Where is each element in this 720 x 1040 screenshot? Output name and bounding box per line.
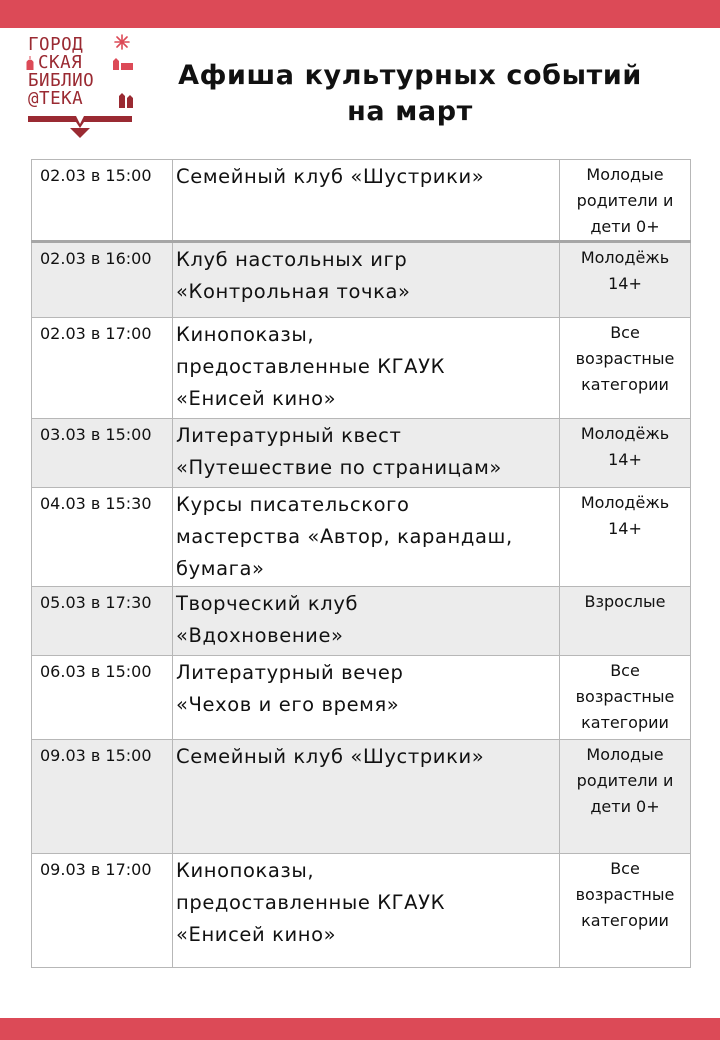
event-name-line: предоставленные КГАУК	[176, 355, 446, 378]
audience-line: Молодёжь	[580, 493, 670, 512]
event-name-line: бумага»	[176, 557, 265, 580]
event-datetime: 09.03 в 17:00	[40, 860, 152, 879]
events-table	[31, 159, 691, 968]
event-name-line: Курсы писательского	[176, 493, 410, 516]
table-row	[32, 242, 691, 318]
title-line-2: на март	[347, 96, 473, 127]
event-datetime: 06.03 в 15:00	[40, 662, 152, 681]
event-name-line: «Путешествие по страницам»	[176, 456, 502, 479]
event-name-line: «Чехов и его время»	[176, 693, 400, 716]
logo-line-4: @ТЕКА	[28, 89, 84, 109]
audience-cell	[560, 740, 691, 854]
open-book-icon	[26, 112, 134, 140]
event-name-line: «Енисей кино»	[176, 923, 337, 946]
audience-cell	[560, 160, 691, 242]
event-cell	[173, 740, 560, 854]
audience-cell	[560, 488, 691, 587]
event-datetime: 02.03 в 15:00	[40, 166, 152, 185]
event-name-line: предоставленные КГАУК	[176, 891, 446, 914]
event-datetime: 04.03 в 15:30	[40, 494, 152, 513]
table-row	[32, 419, 691, 488]
audience-line: родители и	[576, 771, 674, 790]
audience-line: Взрослые	[584, 592, 666, 611]
event-cell	[173, 160, 560, 242]
date-cell	[32, 160, 173, 242]
audience-line: 14+	[608, 519, 642, 538]
date-cell	[32, 656, 173, 740]
event-datetime: 09.03 в 15:00	[40, 746, 152, 765]
event-cell	[173, 318, 560, 419]
building-icon	[112, 56, 134, 70]
event-name-line: мастерства «Автор, карандаш,	[176, 525, 513, 548]
audience-line: категории	[581, 713, 669, 732]
audience-cell	[560, 656, 691, 740]
event-name-line: «Вдохновение»	[176, 624, 344, 647]
audience-cell	[560, 419, 691, 488]
event-cell	[173, 656, 560, 740]
audience-line: возрастные	[575, 349, 675, 368]
audience-line: возрастные	[575, 885, 675, 904]
audience-line: категории	[581, 375, 669, 394]
audience-line: Молодёжь	[580, 424, 670, 443]
table-row	[32, 488, 691, 587]
event-cell	[173, 419, 560, 488]
page-title	[150, 58, 670, 130]
table-row	[32, 160, 691, 242]
table-row	[32, 318, 691, 419]
event-cell	[173, 242, 560, 318]
event-cell	[173, 488, 560, 587]
audience-line: Молодые	[586, 745, 664, 764]
table-row	[32, 656, 691, 740]
event-datetime: 05.03 в 17:30	[40, 593, 152, 612]
date-cell	[32, 318, 173, 419]
audience-cell	[560, 854, 691, 968]
date-cell	[32, 740, 173, 854]
date-cell	[32, 242, 173, 318]
audience-cell	[560, 242, 691, 318]
date-cell	[32, 488, 173, 587]
audience-cell	[560, 587, 691, 656]
audience-line: дети 0+	[590, 797, 660, 816]
audience-line: Молодёжь	[580, 248, 670, 267]
event-name-line: Творческий клуб	[176, 592, 359, 615]
event-cell	[173, 854, 560, 968]
audience-line: категории	[581, 911, 669, 930]
star-icon	[114, 34, 130, 50]
date-cell	[32, 854, 173, 968]
audience-line: 14+	[608, 274, 642, 293]
audience-line: дети 0+	[590, 217, 660, 236]
event-name-line: «Енисей кино»	[176, 387, 337, 410]
logo-line-1: ГОРОД	[28, 35, 84, 55]
event-name-line: Клуб настольных игр	[176, 248, 408, 271]
date-cell	[32, 419, 173, 488]
event-name-line: Семейный клуб «Шустрики»	[176, 165, 485, 188]
event-name-line: Кинопоказы,	[176, 323, 315, 346]
logo-line-3: БИБЛИО	[28, 71, 95, 91]
top-accent-bar	[0, 0, 720, 28]
event-cell	[173, 587, 560, 656]
event-name-line: Кинопоказы,	[176, 859, 315, 882]
date-cell	[32, 587, 173, 656]
table-row	[32, 740, 691, 854]
event-name-line: Литературный вечер	[176, 661, 404, 684]
audience-line: родители и	[576, 191, 674, 210]
event-datetime: 02.03 в 16:00	[40, 249, 152, 268]
audience-line: Молодые	[586, 165, 664, 184]
event-name-line: Семейный клуб «Шустрики»	[176, 745, 485, 768]
audience-line: Все	[610, 323, 640, 342]
bottom-accent-bar	[0, 1018, 720, 1040]
audience-line: Все	[610, 661, 640, 680]
event-datetime: 02.03 в 17:00	[40, 324, 152, 343]
tower-icon	[118, 92, 134, 108]
library-logo	[26, 36, 138, 140]
audience-line: возрастные	[575, 687, 675, 706]
table-row	[32, 587, 691, 656]
title-line-1: Афиша культурных событий	[178, 60, 642, 91]
event-name-line: Литературный квест	[176, 424, 402, 447]
event-datetime: 03.03 в 15:00	[40, 425, 152, 444]
event-name-line: «Контрольная точка»	[176, 280, 411, 303]
table-row	[32, 854, 691, 968]
audience-line: Все	[610, 859, 640, 878]
audience-line: 14+	[608, 450, 642, 469]
church-icon	[26, 56, 34, 70]
audience-cell	[560, 318, 691, 419]
logo-line-2: СКАЯ	[38, 53, 83, 73]
